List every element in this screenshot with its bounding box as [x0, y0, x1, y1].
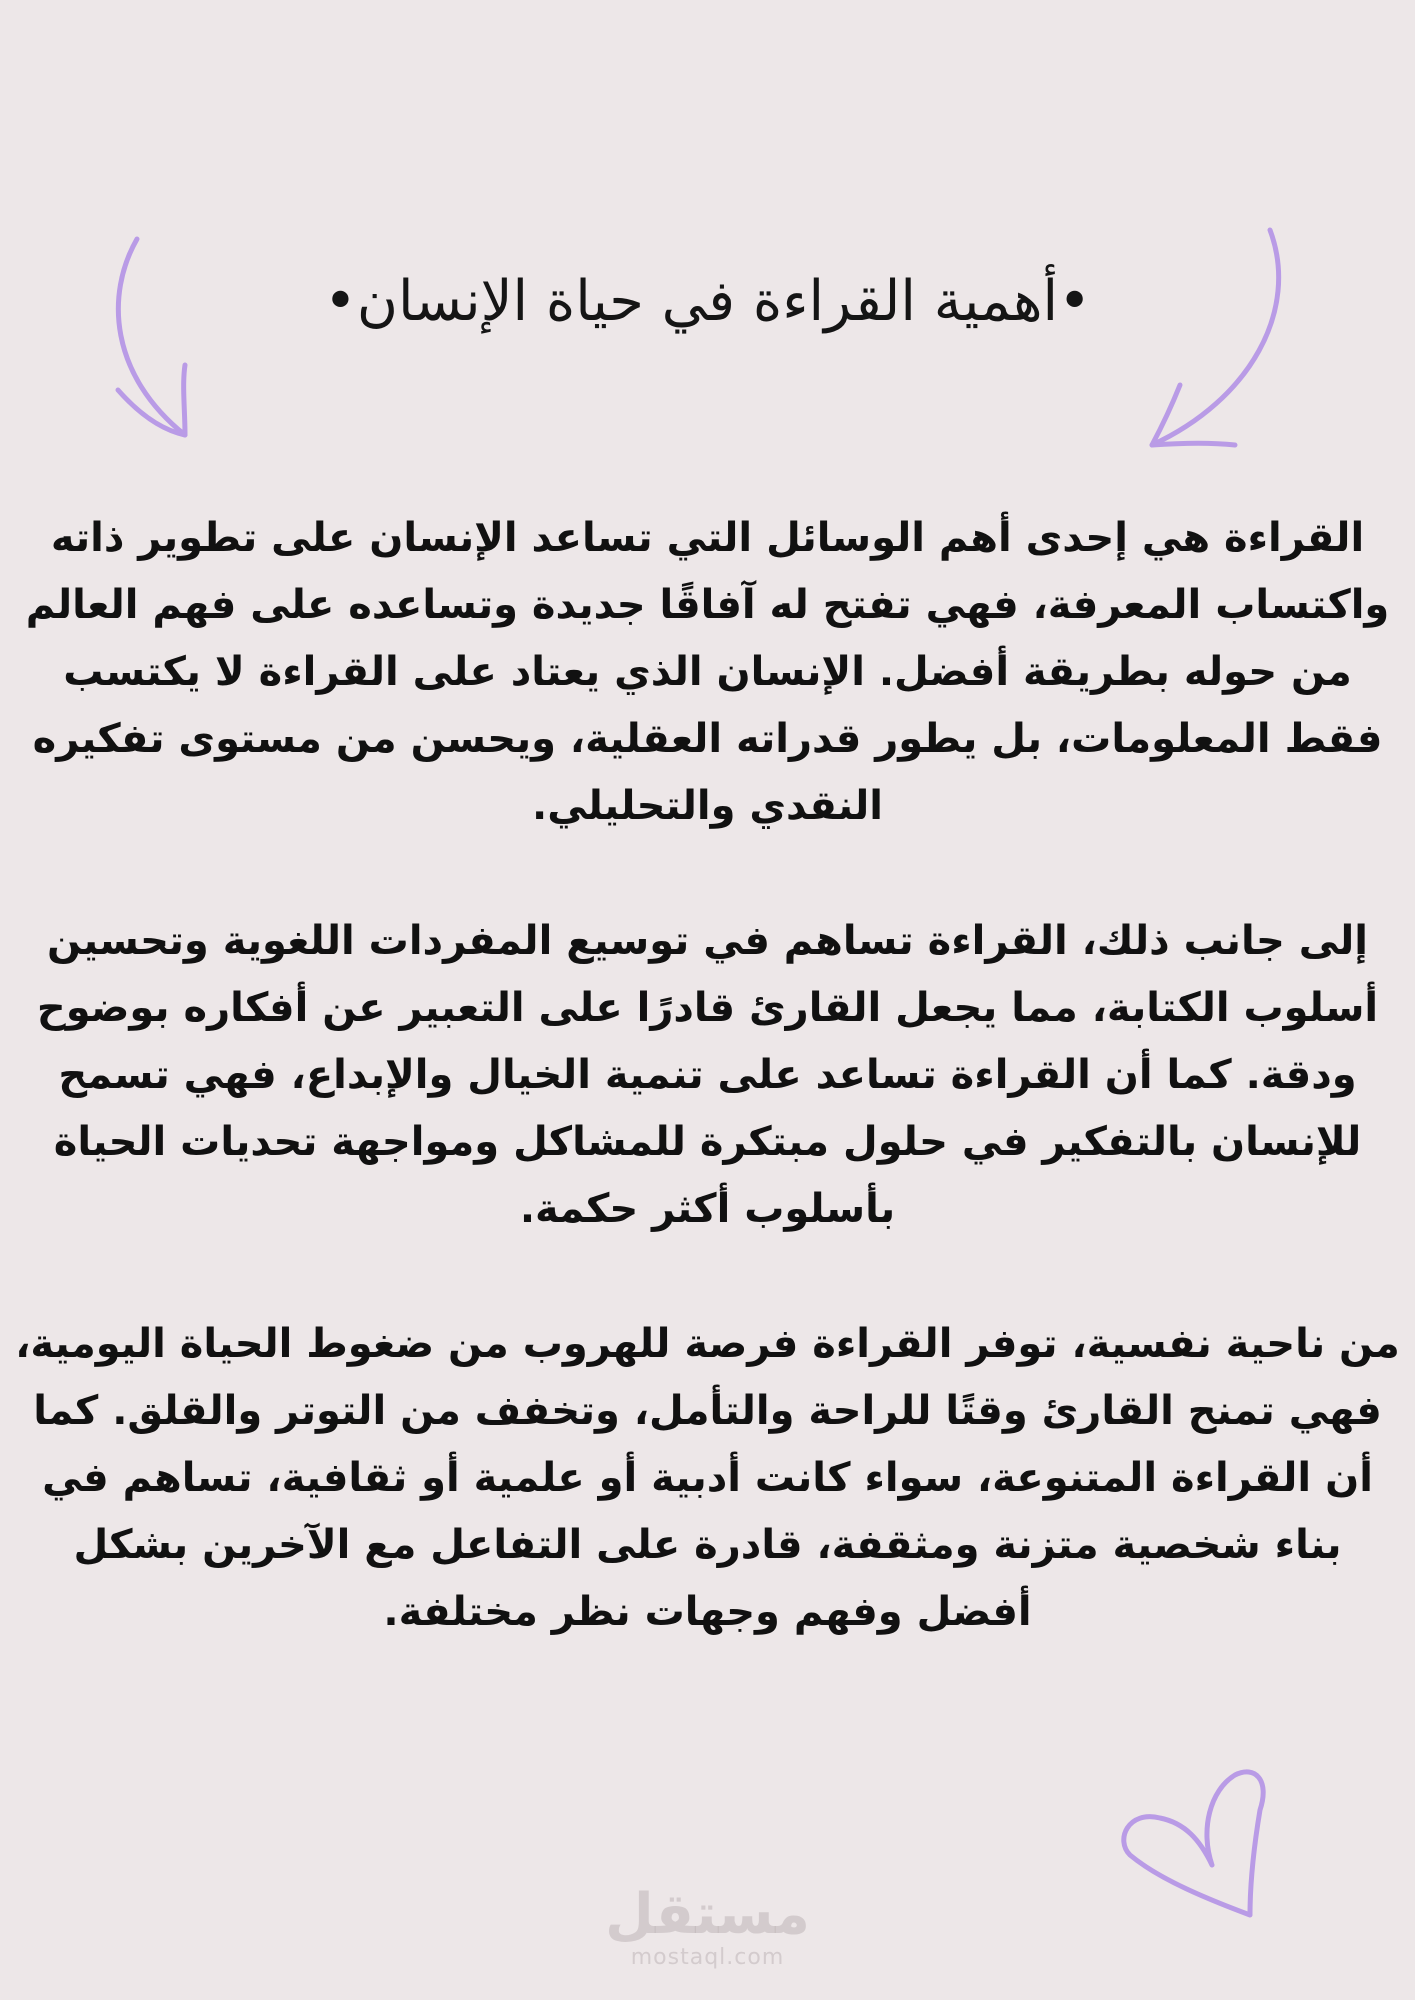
watermark-url: mostaql.com	[630, 1945, 785, 1970]
heart-outline-icon	[1120, 1760, 1280, 1925]
article-body	[15, 505, 1400, 1714]
page-title: •أهمية القراءة في حياة الإنسان•	[323, 269, 1092, 334]
paragraph: إلى جانب ذلك، القراءة تساهم في توسيع المفردات اللغوية وتحسين أسلوب الكتابة، مما يجعل القارئ قادرًا على التعبير عن أفكاره بوضوح ودقة. كما أن القراءة تساعد على تنمية الخيال والإبداع، فهي تسمح للإنسان بالتفكير في حلول مبتكرة للمشاكل ومواجهة تحديات الحياة بأسلوب أكثر حكمة.	[36, 918, 1379, 1232]
paragraph: القراءة هي إحدى أهم الوسائل التي تساعد الإنسان على تطوير ذاته واكتساب المعرفة، فهي تفتح له آفاقًا جديدة وتساعده على فهم العالم من حوله بطريقة أفضل. الإنسان الذي يعتاد على القراءة لا يكتسب فقط المعلومات، بل يطور قدراته العقلية، ويحسن من مستوى تفكيره النقدي والتحليلي.	[25, 515, 1390, 829]
watermark-logo: مستقل	[605, 1882, 810, 1947]
curved-arrow-down-icon	[100, 225, 210, 450]
watermark	[560, 1882, 855, 1971]
paragraph: من ناحية نفسية، توفر القراءة فرصة للهروب من ضغوط الحياة اليومية، فهي تمنح القارئ وقتًا للراحة والتأمل، وتخفف من التوتر والقلق. كما أن القراءة المتنوعة، سواء كانت أدبية أو علمية أو ثقافية، تساهم في بناء شخصية متزنة ومثقفة، قادرة على التفاعل مع الآخرين بشكل أفضل وفهم وجهات نظر مختلفة.	[15, 1321, 1400, 1635]
